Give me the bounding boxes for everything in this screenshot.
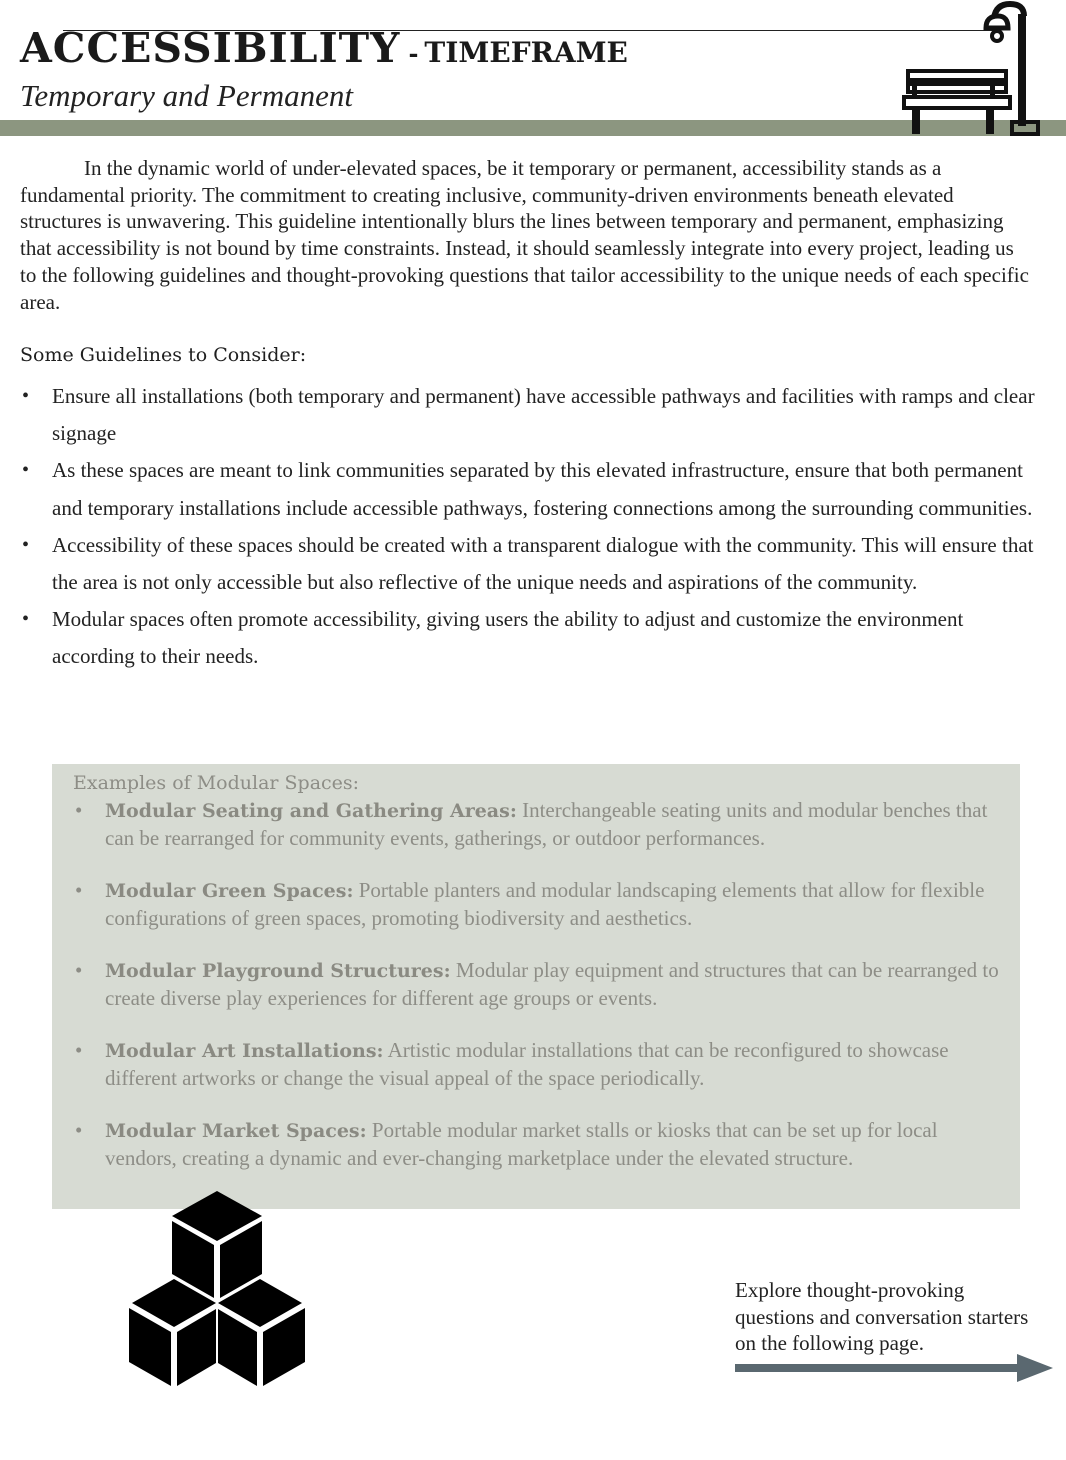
page-title — [20, 24, 628, 72]
arrow-right-icon — [733, 1352, 1055, 1384]
examples-list — [73, 797, 1003, 1197]
bench-streetlamp-icon — [900, 0, 1050, 138]
title-sub: TIMEFRAME — [424, 36, 628, 69]
example-text: Modular play equipment and structures that can be rearranged to create diverse play experiences for different age groups or events. — [105, 958, 999, 1010]
example-item — [73, 797, 1003, 850]
example-text: Portable planters and modular landscaping elements that allow for flexible configurations of green spaces, promoting biodiversity and aesthetics. — [105, 878, 985, 930]
examples-box — [52, 764, 1020, 1209]
page-subtitle: Temporary and Permanent — [20, 78, 353, 113]
guidelines-list — [20, 378, 1045, 676]
example-term: Modular Playground Structures: — [105, 960, 451, 982]
examples-heading: Examples of Modular Spaces: — [73, 772, 360, 794]
example-term: Modular Art Installations: — [105, 1040, 384, 1062]
guideline-item: • Ensure all installations (both temporary and permanent) have accessible pathways and facilities with ramps and clear signage — [20, 378, 1045, 452]
intro-paragraph: In the dynamic world of under-elevated spaces, be it temporary or permanent, accessibility stands as a fundamental priority. The commitment to creating inclusive, community-driven environments beneath elevated structures is unwavering. This guideline intentionally blurs the lines between temporary and permanent, emphasizing that accessibility is not bound by time constraints. Instead, it should seamlessly integrate into every project, leading us to the following guidelines and thought-provoking questions that tailor accessibility to the unique needs of each specific area. — [20, 156, 1029, 314]
example-term: Modular Market Spaces: — [105, 1120, 367, 1142]
title-separator: - — [408, 39, 419, 68]
guidelines-heading: Some Guidelines to Consider: — [20, 344, 307, 366]
example-item — [73, 877, 1003, 930]
example-item — [73, 1117, 1003, 1170]
title-main: ACCESSIBILITY — [20, 24, 401, 72]
example-item — [73, 957, 1003, 1010]
guideline-item: • Modular spaces often promote accessibility, giving users the ability to adjust and customize the environment according to their needs. — [20, 601, 1045, 675]
guideline-item: • Accessibility of these spaces should be created with a transparent dialogue with the community. This will ensure that the area is not only accessible but also reflective of the unique needs and aspirations of the community. — [20, 527, 1045, 601]
example-term: Modular Green Spaces: — [105, 880, 354, 902]
example-text: Interchangeable seating units and modular benches that can be rearranged for community events, gatherings, or outdoor performances. — [105, 798, 988, 850]
stacked-cubes-icon — [126, 1188, 308, 1390]
example-term: Modular Seating and Gathering Areas: — [105, 800, 517, 822]
explore-next-page-text: Explore thought-provoking questions and conversation starters on the following page. — [735, 1278, 1029, 1356]
example-text: Artistic modular installations that can be reconfigured to showcase different artworks or change the visual appeal of the space periodically. — [105, 1038, 949, 1090]
guideline-item: • As these spaces are meant to link communities separated by this elevated infrastructure, ensure that both permanent and temporary installations include accessible pathways, fostering connections among the surrounding communities. — [20, 452, 1045, 526]
example-text: Portable modular market stalls or kiosks that can be set up for local vendors, creating a dynamic and ever-changing marketplace under the elevated structure. — [105, 1118, 938, 1170]
example-item — [73, 1037, 1003, 1090]
